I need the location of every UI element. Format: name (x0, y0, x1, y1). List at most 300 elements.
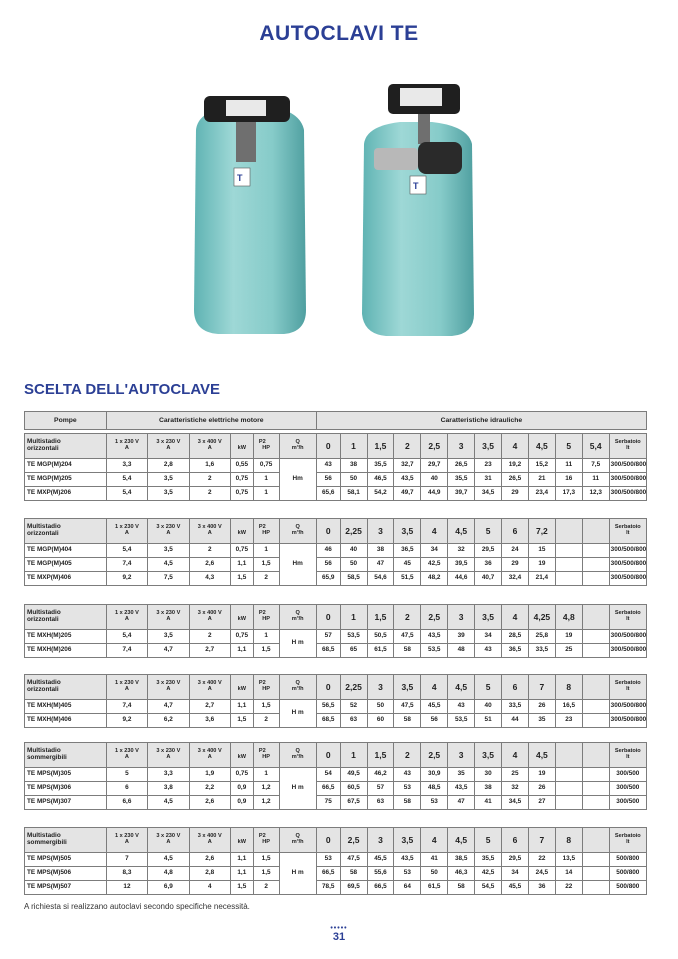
header-line: 1 x 230 V (114, 748, 139, 755)
power-kw: 1,1 (230, 644, 253, 658)
header-p2: P2 (258, 748, 266, 755)
tank-size: 300/500/800 (609, 487, 646, 501)
header-p2: P2 (258, 610, 266, 617)
header-p2: P2 (258, 439, 266, 446)
head-value: 53 (316, 853, 340, 867)
power-hp: 1,5 (253, 558, 279, 572)
header-line: 3 x 400 V (197, 833, 222, 840)
head-value: 39,5 (448, 558, 475, 572)
header-hp-label: HP (262, 839, 270, 845)
header-q-value (582, 519, 609, 544)
head-value: 24,5 (528, 867, 555, 881)
head-value: 23 (475, 459, 502, 473)
head-value: 29,5 (475, 544, 502, 558)
current-1x230v: 7,4 (106, 558, 147, 572)
head-value: 13,5 (555, 853, 582, 867)
table-row (25, 714, 647, 728)
header-pumps: Pompe (25, 412, 107, 430)
table-row (25, 796, 647, 810)
head-value: 58 (340, 867, 367, 881)
head-value: 27 (528, 796, 555, 810)
head-value: 34,5 (475, 487, 502, 501)
header-q-value: 3,5 (475, 434, 502, 459)
head-value: 17,3 (555, 487, 582, 501)
current-3x230v: 4,7 (148, 644, 189, 658)
header-q-value: 1 (340, 605, 367, 630)
head-value: 38 (367, 544, 394, 558)
head-value: 30,9 (421, 768, 448, 782)
model-name: TE MGP(M)204 (25, 459, 107, 473)
header-line: A (166, 530, 171, 536)
head-value: 45,5 (367, 853, 394, 867)
header-q-value: 4,25 (528, 605, 555, 630)
head-value: 31 (475, 473, 502, 487)
pump-group-table (24, 518, 647, 586)
head-value: 50,5 (367, 630, 394, 644)
head-value: 23 (555, 714, 582, 728)
header-q-value: 4 (421, 519, 448, 544)
tank-left (194, 96, 306, 334)
table-row (25, 867, 647, 881)
head-value: 29 (502, 558, 529, 572)
header-q-value: 2 (394, 434, 421, 459)
head-value: 32 (502, 782, 529, 796)
header-p2: P2 (258, 524, 266, 531)
current-3x400v: 2,6 (189, 558, 230, 572)
power-hp: 2 (253, 714, 279, 728)
current-1x230v: 7,4 (106, 700, 147, 714)
header-q-value: 1,5 (367, 434, 394, 459)
header-line: 3 x 400 V (197, 748, 222, 755)
head-value (582, 881, 609, 895)
header-line: m³/h (291, 686, 304, 692)
head-value: 15,2 (528, 459, 555, 473)
current-1x230v: 8,3 (106, 867, 147, 881)
current-3x230v: 7,5 (148, 572, 189, 586)
head-value: 58 (394, 644, 421, 658)
header-q-value: 3 (448, 605, 475, 630)
head-value: 60 (367, 714, 394, 728)
header-line: A (124, 616, 129, 622)
head-value (582, 782, 609, 796)
header-1x230v (106, 743, 147, 768)
head-value: 29,7 (421, 459, 448, 473)
header-line: A (207, 530, 212, 536)
model-name: TE MPS(M)506 (25, 867, 107, 881)
head-value: 32,4 (502, 572, 529, 586)
model-name: TE MPS(M)306 (25, 782, 107, 796)
current-3x400v: 3,6 (189, 714, 230, 728)
header-line: Serbatoio (614, 439, 641, 446)
model-name: TE MXH(M)205 (25, 630, 107, 644)
head-value: 35,5 (367, 459, 394, 473)
current-3x400v: 4 (189, 881, 230, 895)
svg-text:T: T (413, 181, 419, 191)
header-3x230v (148, 605, 189, 630)
header-1x230v (106, 519, 147, 544)
head-value: 25 (555, 644, 582, 658)
header-q-value: 1 (340, 743, 367, 768)
power-hp: 1,5 (253, 700, 279, 714)
header-q-value: 4,5 (448, 675, 475, 700)
header-kw-label: kW (237, 839, 246, 845)
header-line: Serbatoio (614, 524, 641, 531)
head-value: 54,5 (475, 881, 502, 895)
header-3x230v (148, 434, 189, 459)
head-value (582, 572, 609, 586)
head-value: 25 (502, 768, 529, 782)
header-line: A (124, 530, 129, 536)
current-3x230v: 2,8 (148, 459, 189, 473)
header-q (279, 743, 316, 768)
header-3x230v (148, 519, 189, 544)
header-q-value: 0 (316, 675, 340, 700)
model-name: TE MPS(M)507 (25, 881, 107, 895)
header-q-value: 0 (316, 828, 340, 853)
header-hp (253, 519, 279, 544)
power-hp: 1,2 (253, 796, 279, 810)
group-type-label (25, 519, 107, 544)
header-line: 1 x 230 V (114, 680, 139, 687)
head-value: 26,5 (502, 473, 529, 487)
table-row (25, 630, 647, 644)
head-value: 61,5 (367, 644, 394, 658)
head-value: 29 (502, 487, 529, 501)
head-value: 50 (340, 473, 367, 487)
head-value (582, 768, 609, 782)
current-3x400v: 2,7 (189, 700, 230, 714)
current-3x400v: 4,3 (189, 572, 230, 586)
head-value: 33,5 (502, 700, 529, 714)
header-line: Multistadio (27, 832, 61, 840)
header-line: m³/h (291, 839, 304, 845)
page-title: AUTOCLAVI TE (259, 22, 419, 45)
head-value: 43,5 (421, 630, 448, 644)
header-q-value (582, 605, 609, 630)
power-kw: 1,1 (230, 867, 253, 881)
current-3x400v: 2,7 (189, 644, 230, 658)
head-value: 67,5 (340, 796, 367, 810)
header-line: 3 x 230 V (156, 748, 181, 755)
header-q-value: 4 (421, 675, 448, 700)
power-hp: 2 (253, 881, 279, 895)
header-q-value: 3,5 (394, 519, 421, 544)
head-value: 47 (367, 558, 394, 572)
head-value: 53,5 (448, 714, 475, 728)
head-value: 66,5 (316, 782, 340, 796)
current-1x230v: 7 (106, 853, 147, 867)
head-value: 58 (394, 796, 421, 810)
header-q-value: 4,5 (448, 519, 475, 544)
header-q-value: 3,5 (394, 675, 421, 700)
header-tank (609, 828, 646, 853)
head-value: 41 (421, 853, 448, 867)
header-q-value: 3 (448, 434, 475, 459)
head-value (582, 714, 609, 728)
header-line: 1 x 230 V (114, 439, 139, 446)
pump-group-table (24, 604, 647, 658)
power-hp: 1 (253, 544, 279, 558)
head-value: 53 (394, 782, 421, 796)
header-q-value: 0 (316, 434, 340, 459)
head-value: 36 (475, 558, 502, 572)
head-value: 43 (394, 768, 421, 782)
header-q-value: 4 (502, 434, 529, 459)
header-line: Serbatoio (614, 833, 641, 840)
head-value: 54 (316, 768, 340, 782)
header-hp-label: HP (262, 686, 270, 692)
header-tank (609, 605, 646, 630)
tank-size: 500/800 (609, 867, 646, 881)
tank-size: 300/500/800 (609, 544, 646, 558)
group-type-label (25, 743, 107, 768)
current-1x230v: 5,4 (106, 544, 147, 558)
header-p2: P2 (258, 680, 266, 687)
header-tank (609, 743, 646, 768)
head-unit: H m (279, 630, 316, 658)
page-number-value: 31 (332, 931, 346, 943)
head-value: 64 (394, 881, 421, 895)
power-kw: 0,9 (230, 796, 253, 810)
head-value (555, 544, 582, 558)
power-kw: 0,75 (230, 473, 253, 487)
head-value: 68,5 (316, 714, 340, 728)
header-q-value: 5 (475, 828, 502, 853)
group-type-label (25, 828, 107, 853)
head-value: 45,5 (421, 700, 448, 714)
header-q-value: 5,4 (582, 434, 609, 459)
header-q-value: 5 (475, 519, 502, 544)
table-row (25, 558, 647, 572)
header-line: lt (626, 686, 630, 692)
power-hp: 1,2 (253, 782, 279, 796)
head-value: 69,5 (340, 881, 367, 895)
head-value: 43,5 (394, 853, 421, 867)
header-q-value: 4 (421, 828, 448, 853)
header-hp (253, 605, 279, 630)
head-value: 57 (316, 630, 340, 644)
head-value: 35,5 (475, 853, 502, 867)
header-q-value: 2 (394, 743, 421, 768)
head-value: 63 (340, 714, 367, 728)
header-q (279, 434, 316, 459)
header-line: A (166, 754, 171, 760)
header-3x400v (189, 605, 230, 630)
head-unit: H m (279, 700, 316, 728)
power-hp: 1 (253, 630, 279, 644)
header-q-value: 3,5 (475, 605, 502, 630)
header-q (279, 519, 316, 544)
header-hp-label: HP (262, 530, 270, 536)
head-value: 19,2 (502, 459, 529, 473)
power-hp: 1 (253, 768, 279, 782)
header-line: 3 x 230 V (156, 833, 181, 840)
head-value (582, 867, 609, 881)
header-line: lt (626, 530, 630, 536)
tank-size: 300/500/800 (609, 714, 646, 728)
current-3x230v: 6,9 (148, 881, 189, 895)
head-value (582, 630, 609, 644)
head-value: 7,5 (582, 459, 609, 473)
header-line: m³/h (291, 616, 304, 622)
head-value: 52 (340, 700, 367, 714)
head-value (555, 768, 582, 782)
tank-right (362, 84, 474, 336)
header-1x230v (106, 434, 147, 459)
header-q-value: 2,25 (340, 675, 367, 700)
head-unit: H m (279, 853, 316, 895)
current-3x400v: 2,2 (189, 782, 230, 796)
head-value (555, 558, 582, 572)
head-value: 53,5 (421, 644, 448, 658)
model-name: TE MXP(M)206 (25, 487, 107, 501)
header-line: Multistadio (27, 679, 61, 687)
head-value: 47,5 (394, 700, 421, 714)
header-line: lt (626, 754, 630, 760)
header-line: Q (295, 748, 300, 755)
header-q-value: 2,5 (340, 828, 367, 853)
head-value: 53 (394, 867, 421, 881)
head-value: 11 (582, 473, 609, 487)
head-value (582, 853, 609, 867)
current-1x230v: 6 (106, 782, 147, 796)
current-1x230v: 9,2 (106, 714, 147, 728)
head-value: 53,5 (340, 630, 367, 644)
header-line: m³/h (291, 445, 304, 451)
current-3x400v: 2 (189, 473, 230, 487)
table-row (25, 853, 647, 867)
head-value: 58,5 (340, 572, 367, 586)
group-type-label (25, 434, 107, 459)
header-q-value: 0 (316, 743, 340, 768)
head-value (582, 644, 609, 658)
header-electrical: Caratteristiche elettriche motore (106, 412, 316, 430)
header-q (279, 675, 316, 700)
header-line: Serbatoio (614, 610, 641, 617)
head-value: 54,2 (367, 487, 394, 501)
header-q-value: 8 (555, 675, 582, 700)
model-name: TE MPS(M)305 (25, 768, 107, 782)
power-hp: 1 (253, 473, 279, 487)
header-q-value: 4 (502, 743, 529, 768)
header-line: Serbatoio (614, 680, 641, 687)
header-line: A (207, 445, 212, 451)
page-number (0, 926, 678, 943)
header-line: 1 x 230 V (114, 833, 139, 840)
table-row (25, 782, 647, 796)
header-line: orizzontali (27, 616, 59, 623)
tank-size: 300/500 (609, 768, 646, 782)
header-line: 3 x 400 V (197, 439, 222, 446)
head-value: 38 (475, 782, 502, 796)
header-q (279, 605, 316, 630)
header-line: A (207, 616, 212, 622)
head-value: 57 (367, 782, 394, 796)
head-value: 44,9 (421, 487, 448, 501)
header-line: orizzontali (27, 530, 59, 537)
power-hp: 1,5 (253, 644, 279, 658)
head-value: 24 (502, 544, 529, 558)
header-line: sommergibili (27, 754, 67, 761)
model-name: TE MPS(M)307 (25, 796, 107, 810)
header-line: orizzontali (27, 686, 59, 693)
model-name: TE MXH(M)206 (25, 644, 107, 658)
header-q-value (582, 743, 609, 768)
header-line: sommergibili (27, 839, 67, 846)
head-value: 35 (448, 768, 475, 782)
current-3x230v: 6,2 (148, 714, 189, 728)
current-3x400v: 2,6 (189, 853, 230, 867)
current-3x400v: 2,8 (189, 867, 230, 881)
table-row (25, 459, 647, 473)
header-line: A (124, 839, 129, 845)
header-q-value: 3 (367, 675, 394, 700)
model-name: TE MXH(M)405 (25, 700, 107, 714)
power-kw: 0,75 (230, 768, 253, 782)
head-value (582, 700, 609, 714)
current-3x230v: 3,5 (148, 487, 189, 501)
header-kw-label: kW (237, 530, 246, 536)
group-type-label (25, 605, 107, 630)
head-value: 42,5 (475, 867, 502, 881)
head-value: 36,5 (394, 544, 421, 558)
header-line: Q (295, 524, 300, 531)
header-line: Q (295, 680, 300, 687)
header-q-value: 6 (502, 828, 529, 853)
head-value: 40 (421, 473, 448, 487)
current-3x400v: 2 (189, 544, 230, 558)
current-1x230v: 5 (106, 768, 147, 782)
head-value: 25,8 (528, 630, 555, 644)
head-value: 46 (316, 544, 340, 558)
header-line: A (207, 839, 212, 845)
current-1x230v: 7,4 (106, 644, 147, 658)
head-value: 66,5 (316, 867, 340, 881)
current-1x230v: 12 (106, 881, 147, 895)
header-q-value: 4 (502, 605, 529, 630)
head-value: 43 (475, 644, 502, 658)
pump-group-table (24, 674, 647, 728)
tank-size: 300/500/800 (609, 644, 646, 658)
header-line: A (124, 754, 129, 760)
header-q-value: 4,5 (528, 743, 555, 768)
model-name: TE MPS(M)505 (25, 853, 107, 867)
head-value: 48 (448, 644, 475, 658)
header-line: Serbatoio (614, 748, 641, 755)
header-line: 3 x 400 V (197, 610, 222, 617)
head-value: 63 (367, 796, 394, 810)
pump-group-table (24, 827, 647, 895)
header-line: A (124, 445, 129, 451)
table-row (25, 572, 647, 586)
table-row (25, 544, 647, 558)
head-value: 48,2 (421, 572, 448, 586)
tank-size: 300/500/800 (609, 700, 646, 714)
head-value: 12,3 (582, 487, 609, 501)
head-value: 43,5 (394, 473, 421, 487)
header-tank (609, 519, 646, 544)
model-name: TE MGP(M)404 (25, 544, 107, 558)
head-value: 46,2 (367, 768, 394, 782)
current-3x400v: 1,9 (189, 768, 230, 782)
head-value: 35,5 (448, 473, 475, 487)
head-value: 41 (475, 796, 502, 810)
header-line: A (166, 686, 171, 692)
header-q-value: 2,25 (340, 519, 367, 544)
header-q-value (582, 828, 609, 853)
header-line: m³/h (291, 530, 304, 536)
header-hp (253, 828, 279, 853)
